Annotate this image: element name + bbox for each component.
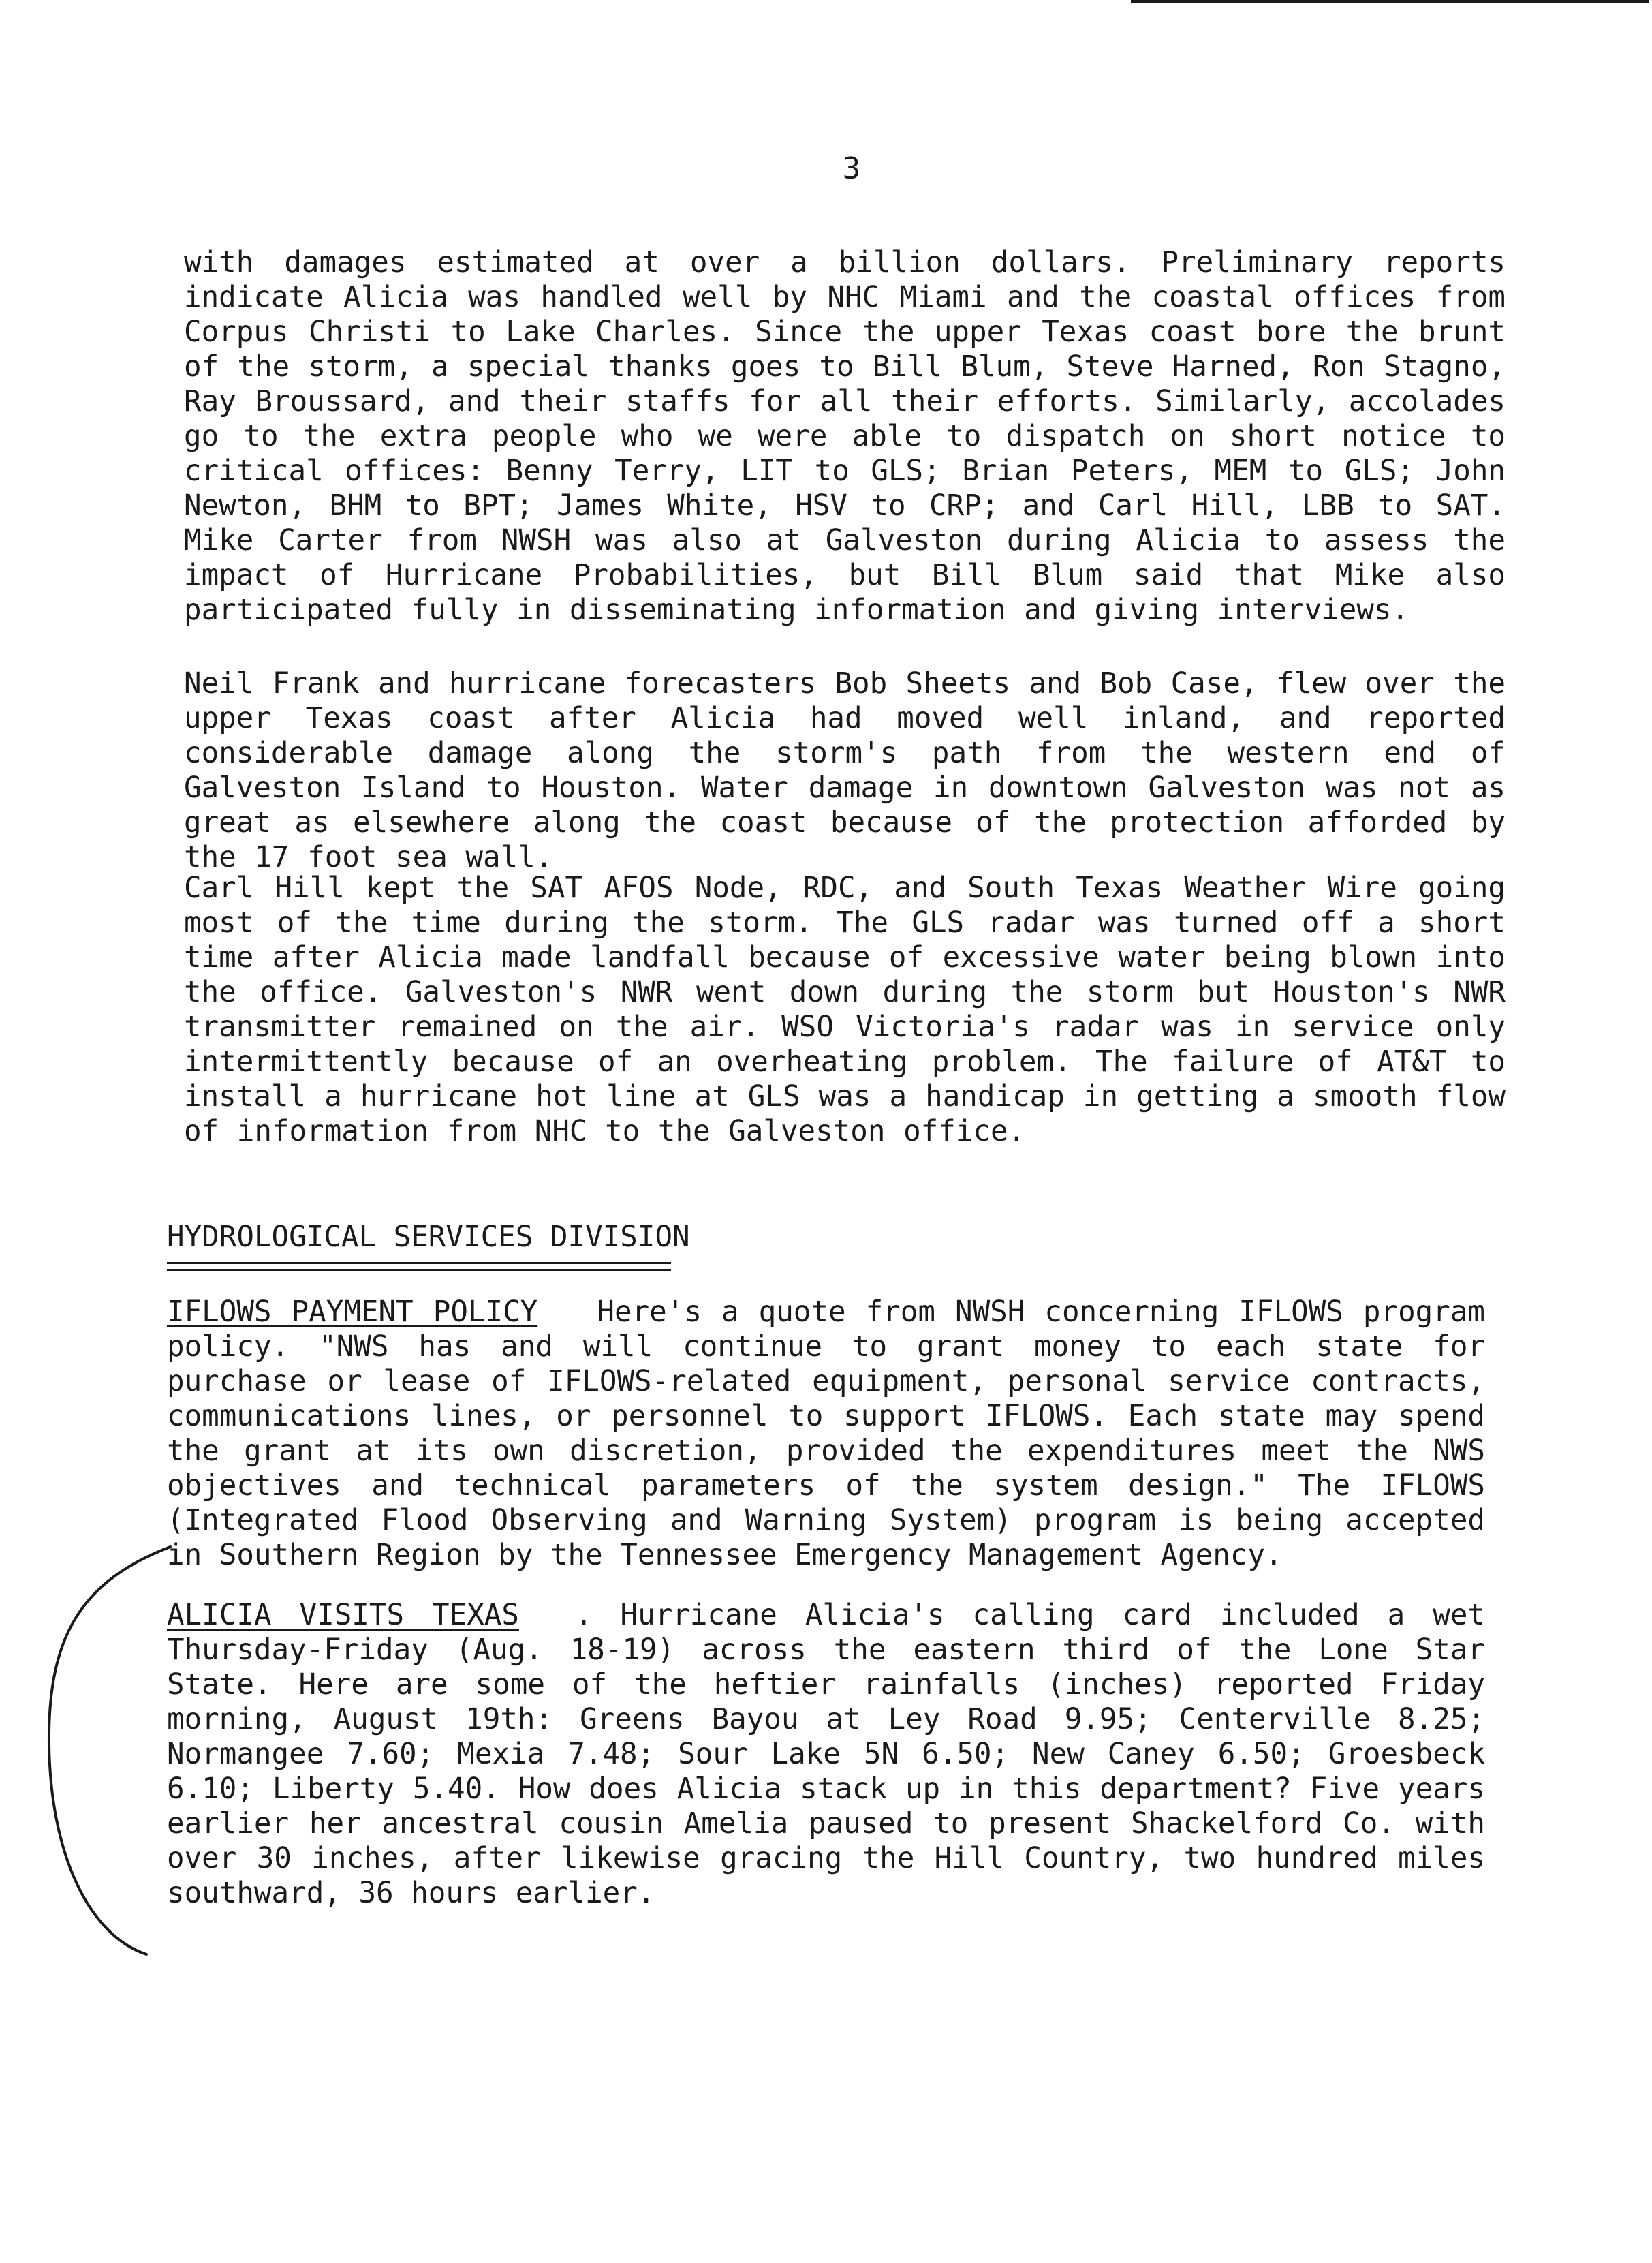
heading-underline-double: [167, 1269, 671, 1271]
heading-underline: [167, 1262, 671, 1264]
top-edge-rule: [1131, 0, 1649, 3]
section-title-alicia: ALICIA VISITS TEXAS: [167, 1599, 519, 1632]
paragraph-alicia-damages: with damages estimated at over a billion dollars. Preliminary reports indicate Alicia was handled well by NHC Miami and the coastal offices from Corpus Christi to Lake Charles. Since the upper Texas coast bore the brunt of the storm, a special thanks goes to Bill Blum, Steve Harned, Ron Stagno, Ray Broussard, and their staffs for all their efforts. Similarly, accolades go to the extra people who we were able to dispatch on short notice to critical offices: Benny Terry, LIT to GLS; Brian Peters, MEM to GLS; John Newton, BHM to BPT; James White, HSV to CRP; and Carl Hill, LBB to SAT. Mike Carter from NWSH was also at Galveston during Alicia to assess the impact of Hurricane Probabilities, but Bill Blum said that Mike also participated fully in disseminating information and giving interviews.: [184, 246, 1506, 627]
section-body-alicia: . Hurricane Alicia's calling card included a wet Thursday-Friday (Aug. 18-19) across the eastern third of the Lone Star State. Here are some of the heftier rainfalls (inches) reported Friday morning, August 19th: Greens Bayou at Ley Road 9.95; Centerville 8.25; Normangee 7.60; Mexia 7.48; Sour Lake 5N 6.50; New Caney 6.50; Groesbeck 6.10; Liberty 5.40. How does Alicia stack up in this department? Five years earlier her ancestral cousin Amelia paused to present Shackelford Co. with over 30 inches, after likewise gracing the Hill Country, two hundred miles southward, 36 hours earlier.: [167, 1599, 1485, 1910]
section-iflows: [167, 1295, 1485, 1573]
section-body-iflows: Here's a quote from NWSH concerning IFLOWS program policy. "NWS has and will continue to grant money to each state for purchase or lease of IFLOWS-related equipment, personal service contracts, communications lines, or personnel to support IFLOWS. Each state may spend the grant at its own discretion, provided the expenditures meet the NWS objectives and technical parameters of the system design." The IFLOWS (Integrated Flood Observing and Warning System) program is being accepted in Southern Region by the Tennessee Emergency Management Agency.: [167, 1295, 1486, 1572]
paragraph-operations: Carl Hill kept the SAT AFOS Node, RDC, and South Texas Weather Wire going most of the time during the storm. The GLS radar was turned off a short time after Alicia made landfall because of excessive water being blown into the office. Galveston's NWR went down during the storm but Houston's NWR transmitter remained on the air. WSO Victoria's radar was in service only intermittently because of an overheating problem. The failure of AT&T to install a hurricane hot line at GLS was a handicap in getting a smooth flow of information from NHC to the Galveston office.: [184, 872, 1506, 1148]
section-alicia-visits: [167, 1598, 1485, 1911]
section-title-iflows: IFLOWS PAYMENT POLICY: [167, 1295, 538, 1329]
section-heading: HYDROLOGICAL SERVICES DIVISION: [167, 1220, 690, 1254]
page-number: 3: [842, 151, 861, 186]
paragraph-flyover: Neil Frank and hurricane forecasters Bob Sheets and Bob Case, flew over the upper Texas coast after Alicia had moved well inland, and reported considerable damage along the storm's path from the western end of Galveston Island to Houston. Water damage in downtown Galveston was not as great as elsewhere along the coast because of the protection afforded by the 17 foot sea wall.: [184, 667, 1506, 874]
